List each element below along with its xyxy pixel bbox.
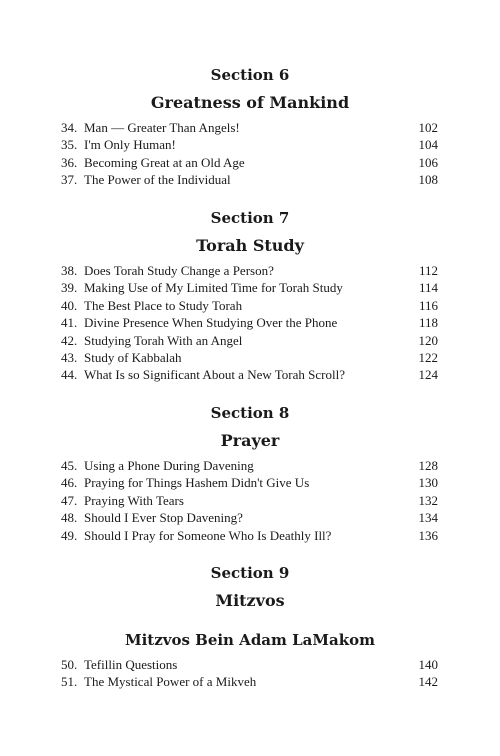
entry-page-number: 122 (418, 349, 438, 365)
entry-number: 41. (61, 315, 78, 331)
entry-title: Study of Kabbalah (84, 349, 182, 365)
entry-page-number: 116 (418, 297, 438, 313)
entry-title: I'm Only Human! (84, 137, 176, 153)
entry-number: 34. (61, 120, 78, 135)
toc-entry[interactable] (0, 332, 500, 349)
entry-page-number: 106 (418, 154, 438, 170)
entry-title: Becoming Great at an Old Age (84, 154, 245, 170)
toc-entry[interactable] (0, 474, 500, 491)
entry-page-number: 118 (418, 315, 438, 331)
entry-title: The Best Place to Study Torah (84, 297, 243, 313)
entry-title: What Is so Significant About a New Torah Scroll? (84, 367, 345, 383)
section-7 (0, 209, 500, 384)
toc-entry[interactable] (0, 527, 500, 544)
toc-entry[interactable] (0, 673, 500, 690)
entry-title: Praying for Things Hashem Didn't Give Us (84, 475, 310, 491)
entry-number: 43. (61, 349, 78, 365)
section-8 (0, 404, 500, 544)
toc-entry[interactable] (0, 119, 500, 136)
section-title: Prayer (220, 431, 280, 450)
toc-entry[interactable] (0, 656, 500, 673)
entry-title: Using a Phone During Davening (84, 458, 254, 473)
section-label: Section 9 (210, 564, 290, 582)
entry-title: Man — Greater Than Angels! (84, 120, 240, 135)
entry-page-number: 112 (418, 263, 438, 278)
entry-number: 44. (61, 367, 78, 383)
section-6 (0, 66, 500, 189)
entry-list (0, 119, 500, 189)
toc-entry[interactable] (0, 314, 500, 331)
toc-entry[interactable] (0, 171, 500, 188)
entry-number: 50. (61, 657, 78, 672)
entry-title: Tefillin Questions (84, 657, 178, 672)
entry-page-number: 104 (418, 137, 438, 153)
toc-entry[interactable] (0, 366, 500, 383)
entry-page-number: 136 (418, 527, 438, 543)
entry-list (0, 656, 500, 691)
entry-number: 39. (61, 280, 78, 296)
entry-title: The Power of the Individual (84, 172, 231, 188)
entry-number: 42. (61, 332, 78, 348)
toc-entry[interactable] (0, 457, 500, 474)
entry-title: Studying Torah With an Angel (84, 332, 243, 348)
toc-entry[interactable] (0, 279, 500, 296)
section-title: Greatness of Mankind (150, 93, 350, 112)
entry-title: Does Torah Study Change a Person? (84, 263, 274, 278)
section-label: Section 8 (210, 404, 290, 422)
entry-page-number: 108 (418, 172, 438, 188)
toc-entry[interactable] (0, 349, 500, 366)
entry-number: 48. (61, 510, 78, 526)
entry-list (0, 262, 500, 384)
entry-page-number: 124 (418, 367, 438, 383)
subsection-title: Mitzvos Bein Adam LaMakom (125, 631, 375, 649)
entry-title: Should I Pray for Someone Who Is Deathly Ill? (84, 527, 332, 543)
entry-title: Should I Ever Stop Davening? (84, 510, 243, 526)
toc-entry[interactable] (0, 509, 500, 526)
entry-number: 37. (61, 172, 78, 188)
entry-number: 35. (61, 137, 78, 153)
entry-page-number: 128 (418, 458, 438, 473)
entry-number: 45. (61, 458, 78, 473)
entry-title: Praying With Tears (84, 492, 184, 508)
entry-page-number: 114 (418, 280, 438, 296)
toc-entry[interactable] (0, 262, 500, 279)
entry-title: Making Use of My Limited Time for Torah Study (84, 280, 343, 296)
entry-title: The Mystical Power of a Mikveh (84, 674, 257, 690)
entry-page-number: 102 (418, 120, 438, 135)
toc-entry[interactable] (0, 136, 500, 153)
entry-page-number: 132 (418, 492, 438, 508)
entry-number: 49. (61, 527, 78, 543)
entry-title: Divine Presence When Studying Over the Phone (84, 315, 338, 331)
section-title: Torah Study (196, 236, 304, 255)
toc-entry[interactable] (0, 492, 500, 509)
entry-page-number: 134 (418, 510, 438, 526)
section-label: Section 6 (210, 66, 290, 84)
entry-page-number: 140 (418, 657, 438, 672)
entry-page-number: 142 (418, 674, 438, 690)
entry-number: 51. (61, 674, 78, 690)
section-9 (0, 564, 500, 691)
entry-number: 46. (61, 475, 78, 491)
section-title: Mitzvos (215, 591, 285, 610)
entry-list (0, 457, 500, 544)
entry-number: 47. (61, 492, 78, 508)
entry-page-number: 130 (418, 475, 438, 491)
toc-entry[interactable] (0, 297, 500, 314)
entry-page-number: 120 (418, 332, 438, 348)
toc-entry[interactable] (0, 154, 500, 171)
entry-number: 36. (61, 154, 78, 170)
entry-number: 38. (61, 263, 78, 278)
entry-number: 40. (61, 297, 78, 313)
section-label: Section 7 (210, 209, 290, 227)
